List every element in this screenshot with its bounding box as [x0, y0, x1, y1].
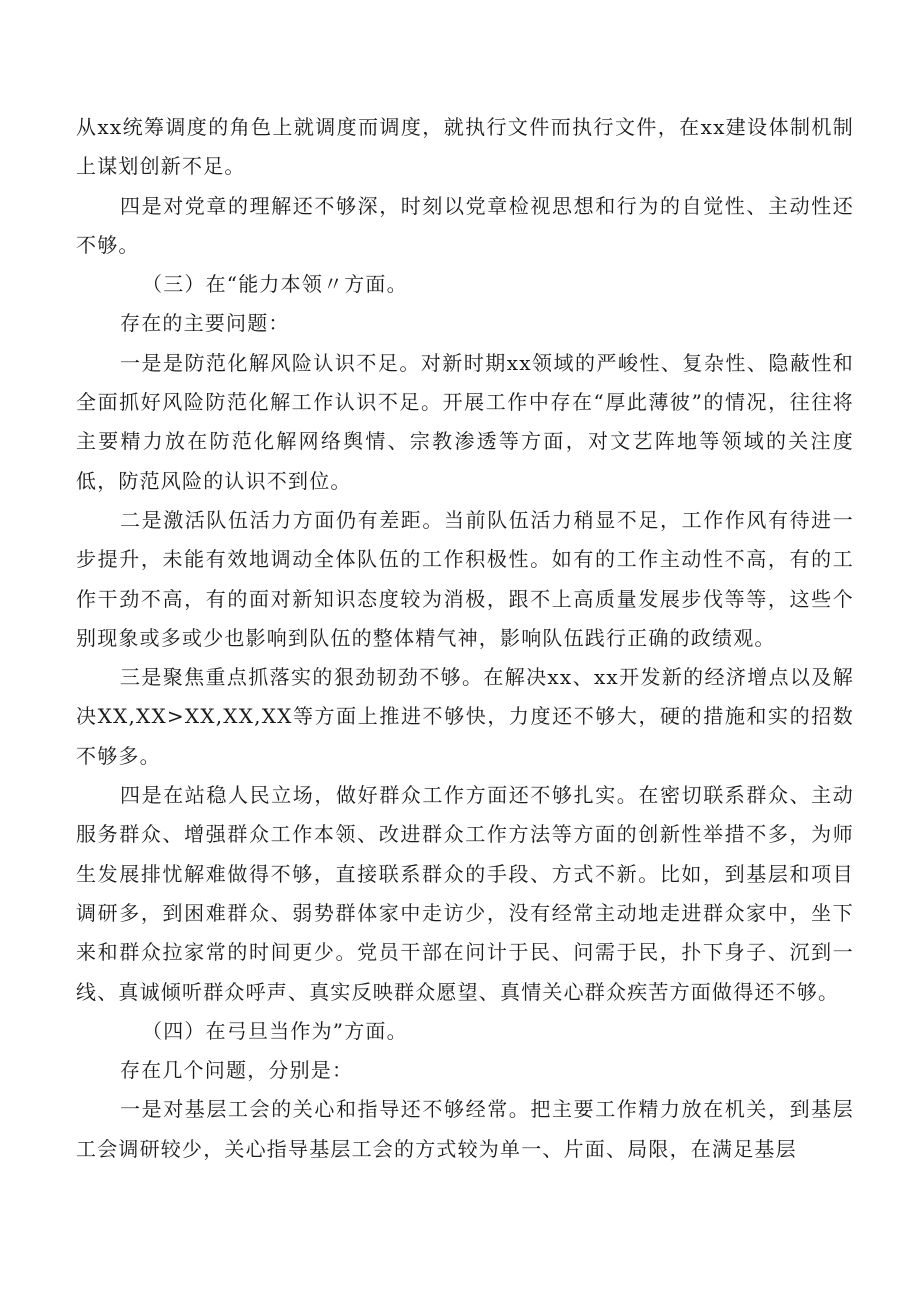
paragraph-party-constitution: 四是对党章的理解还不够深，时刻以党章检视思想和行为的自觉性、主动性还不够。 [76, 193, 854, 257]
paragraph-main-problems-intro: 存在的主要问题： [120, 311, 290, 336]
section-heading-responsibility: （四）在弓旦当作为”方面。 [142, 1018, 408, 1043]
section-heading-ability: （三）在“能力本领〃方面。 [142, 272, 408, 297]
paragraph-mass-work: 四是在站稳人民立场，做好群众工作方面还不够扎实。在密切联系群众、主动服务群众、增强群众工作本领、改进群众工作方法等方面的创新性举措不多，为师生发展排忧解难做得不够，直接联系群众的手段、方式不新。比如，到基层和项目调研多，到困难群众、弱势群体家中走访少，没有经常主动地走进群众家中，坐下来和群众拉家常的时间更少。党员干部在问计于民、问需于民，扑下身子、沉到一线、真诚倾听群众呼声、真实反映群众愿望、真情关心群众疾苦方面做得还不够。 [76, 783, 854, 1004]
paragraph-grassroots-union: 一是对基层工会的关心和指导还不够经常。把主要工作精力放在机关，到基层工会调研较少，关心指导基层工会的方式较为单一、片面、局限，在满足基层 [76, 1097, 854, 1161]
paragraph-risk-prevention: 一是是防范化解风险认识不足。对新时期xx领域的严峻性、复杂性、隐蔽性和全面抓好风险防范化解工作认识不足。开展工作中存在“厚此薄彼”的情况，往往将主要精力放在防范化解网络舆情、宗教渗透等方面，对文艺阵地等领域的关注度低，防范风险的认识不到位。 [76, 350, 854, 493]
paragraph-implementation: 三是聚焦重点抓落实的狠劲韧劲不够。在解决xx、xx开发新的经济增点以及解决XX,XX>XX,XX,XX等方面上推进不够快，力度还不够大，硬的措施和实的招数不够多。 [76, 665, 854, 768]
paragraph-team-vitality: 二是激活队伍活力方面仍有差距。当前队伍活力稍显不足，工作作风有待进一步提升，未能有效地调动全体队伍的工作积极性。如有的工作主动性不高，有的工作干劲不高，有的面对新知识态度较为消极，跟不上高质量发展步伐等等，这些个别现象或多或少也影响到队伍的整体精气神，影响队伍践行正确的政绩观。 [76, 507, 854, 650]
paragraph-problems-intro: 存在几个问题，分别是： [120, 1058, 354, 1083]
paragraph-continued: 从xx统筹调度的角色上就调度而调度，就执行文件而执行文件，在xx建设体制机制上谋划创新不足。 [76, 115, 854, 179]
